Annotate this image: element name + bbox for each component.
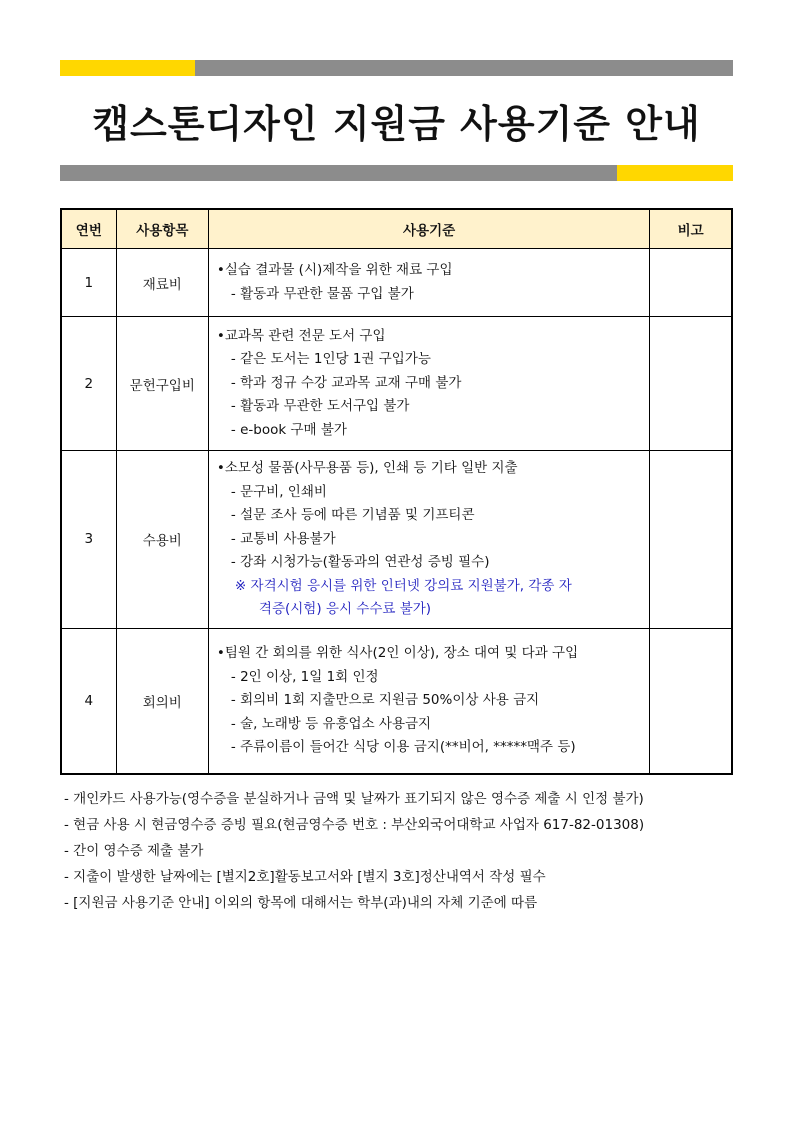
footnote-item: - 간이 영수증 제출 불가 [64, 843, 204, 859]
row-item: 재료비 [116, 249, 208, 317]
criteria-line: •소모성 물품(사무용품 등), 인쇄 등 기타 일반 지출 [216, 460, 518, 476]
criteria-line: - 활동과 무관한 물품 구입 불가 [230, 285, 414, 302]
row-criteria [208, 317, 649, 451]
criteria-line: - 문구비, 인쇄비 [230, 483, 327, 500]
footnote-item: - 지출이 발생한 날짜에는 [별지2호]활동보고서와 [별지 3호]정산내역서 작성 필수 [64, 869, 546, 885]
criteria-line: - 2인 이상, 1일 1회 인정 [230, 668, 379, 685]
header-item: 사용항목 [116, 209, 208, 249]
header-criteria: 사용기준 [208, 209, 649, 249]
guideline-table [60, 208, 733, 775]
criteria-line: - 같은 도서는 1인당 1권 구입가능 [230, 351, 431, 368]
bottom-decorative-bar [60, 165, 733, 181]
top-bar-gray-segment [195, 60, 733, 76]
criteria-line: - e-book 구매 불가 [230, 421, 347, 438]
footnote-item: - 현금 사용 시 현금영수증 증빙 필요(현금영수증 번호 : 부산외국어대학교 사업자 617-82-01308) [64, 817, 645, 833]
row-item: 회의비 [116, 628, 208, 774]
row-remark [650, 451, 732, 629]
row-num: 2 [61, 317, 116, 451]
criteria-line: - 활동과 무관한 도서구입 불가 [230, 398, 410, 415]
criteria-line: - 주류이름이 들어간 식당 이용 금지(**비어, *****맥주 등) [230, 739, 576, 755]
row-item: 수용비 [116, 451, 208, 629]
table-row [61, 628, 732, 774]
row-item: 문헌구입비 [116, 317, 208, 451]
header-remark: 비고 [650, 209, 732, 249]
criteria-line: •팀원 간 회의를 위한 식사(2인 이상), 장소 대여 및 다과 구입 [216, 645, 579, 661]
header-num: 연번 [61, 209, 116, 249]
footnotes [64, 786, 764, 916]
row-remark [650, 628, 732, 774]
criteria-line: - 술, 노래방 등 유흥업소 사용금지 [230, 715, 432, 732]
footnote-item: - [지원금 사용기준 안내] 이외의 항목에 대해서는 학부(과)내의 자체 기준에 따름 [64, 895, 538, 911]
criteria-note-line: 격증(시험) 응시 수수료 불가) [258, 601, 432, 617]
criteria-note-line: ※ 자격시험 응시를 위한 인터넷 강의료 지원불가, 각종 자 [234, 577, 572, 594]
row-num: 4 [61, 628, 116, 774]
row-criteria [208, 451, 649, 629]
table-row [61, 249, 732, 317]
top-decorative-bar [60, 60, 733, 76]
criteria-line: •교과목 관련 전문 도서 구입 [216, 327, 386, 344]
row-remark [650, 317, 732, 451]
table-row [61, 451, 732, 629]
criteria-line: - 회의비 1회 지출만으로 지원금 50%이상 사용 금지 [230, 692, 540, 708]
table-row [61, 317, 732, 451]
page-title: 캡스톤디자인 지원금 사용기준 안내 [92, 102, 701, 146]
top-bar-yellow-segment [60, 60, 195, 76]
row-num: 1 [61, 249, 116, 317]
row-num: 3 [61, 451, 116, 629]
criteria-line: - 강좌 시청가능(활동과의 연관성 증빙 필수) [230, 554, 490, 570]
bottom-bar-gray-segment [60, 165, 617, 181]
footnote-item: - 개인카드 사용가능(영수증을 분실하거나 금액 및 날짜가 표기되지 않은 영수증 제출 시 인정 불가) [64, 791, 644, 807]
row-criteria [208, 628, 649, 774]
criteria-line: •실습 결과물 (시)제작을 위한 재료 구입 [216, 262, 453, 278]
table-header-row [61, 209, 732, 249]
bottom-bar-yellow-segment [617, 165, 733, 181]
criteria-line: - 설문 조사 등에 따른 기념품 및 기프티콘 [230, 507, 475, 523]
row-remark [650, 249, 732, 317]
row-criteria [208, 249, 649, 317]
criteria-line: - 교통비 사용불가 [230, 530, 336, 547]
criteria-line: - 학과 정규 수강 교과목 교재 구매 불가 [230, 374, 462, 391]
